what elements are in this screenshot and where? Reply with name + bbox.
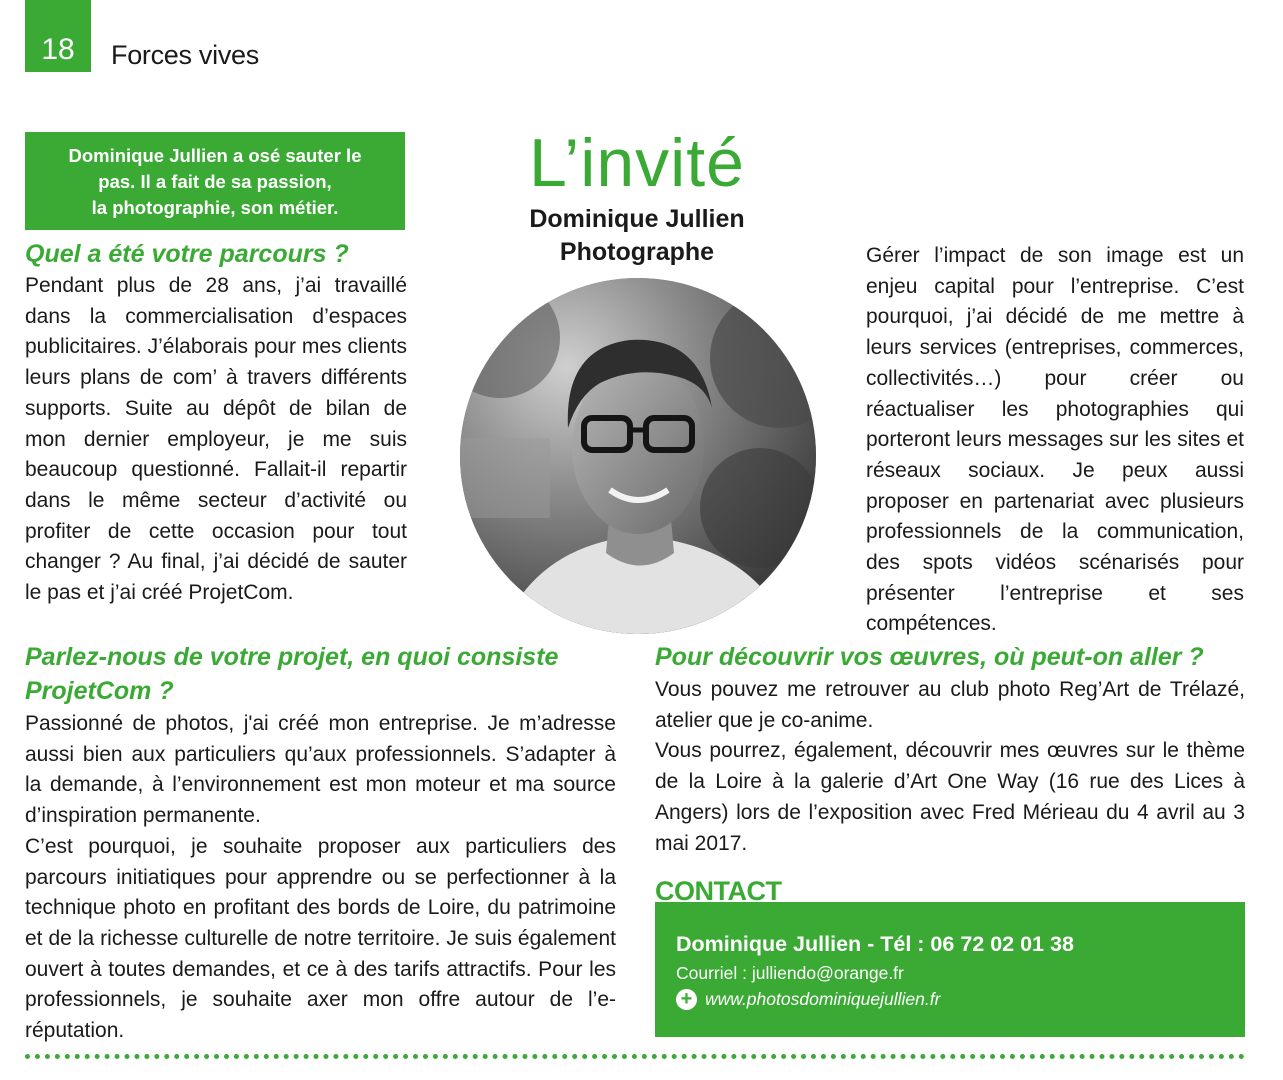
guest-heading: L’invité	[529, 125, 745, 201]
contact-website-link[interactable]: www.photosdominiquejullien.fr	[705, 989, 941, 1009]
answer-image-text: Gérer l’impact de son image est un enjeu capital pour l’entreprise. C’est pourquoi, j’ai décidé de me mettre à leurs services (entreprises, commerces, collectivités…) pour créer ou réactualiser les photographies qui porteront leurs messages sur les sites et réseaux sociaux. Je peux aussi proposer en partenariat avec plusieurs professionnels de la communication, des spots vidéos scénarisés pour présenter l’entreprise et ses compétences.	[866, 244, 1244, 636]
intro-line: la photographie, son métier.	[91, 197, 339, 218]
answer-oeuvres-paragraph2: Vous pourrez, également, découvrir mes œuvres sur le thème de la Loire à la galerie d’Art One Way (16 rue des Lices à Angers) lors de l’exposition avec Fred Mérieau du 4 avril au 3 mai 2017.	[655, 739, 1245, 855]
page-number: 18	[25, 0, 91, 72]
section-title: Forces vives	[111, 40, 259, 70]
question-parcours: Quel a été votre parcours ?	[25, 240, 349, 268]
dotted-rule	[25, 1054, 1245, 1059]
answer-projet-paragraph1: Passionné de photos, j'ai créé mon entreprise. Je m’adresse aussi bien aux particuliers qu’aux professionnels. S’adapter à la demande, à l’environnement est mon moteur et ma source d’inspiration permanente.	[25, 712, 616, 828]
contact-email: Courriel : julliendo@orange.fr	[676, 963, 904, 983]
question-projet-line1: Parlez-nous de votre projet, en quoi consiste	[25, 643, 559, 671]
intro-line: pas. Il a fait de sa passion,	[98, 171, 332, 192]
contact-website-row[interactable]	[676, 986, 1245, 1012]
contact-title: CONTACT	[655, 876, 782, 906]
answer-image	[866, 241, 1244, 640]
answer-parcours-text: Pendant plus de 28 ans, j’ai travaillé dans la commercialisation d’espaces publicitaires. J’élaborais pour mes clients leurs plans de com’ à travers différents supports. Suite au dépôt de bilan de mon dernier employeur, je me suis beaucoup questionné. Fallait-il repartir dans le même secteur d’activité ou profiter de cette occasion pour tout changer ? Au final, j’ai décidé de sauter le pas et j’ai créé ProjetCom.	[25, 274, 407, 605]
intro-banner	[25, 132, 405, 230]
answer-parcours	[25, 271, 407, 609]
portrait-photo	[460, 278, 816, 634]
answer-projet	[25, 709, 616, 1047]
answer-oeuvres	[655, 675, 1245, 859]
guest-role: Photographe	[559, 238, 715, 266]
plus-icon: +	[676, 989, 697, 1010]
portrait-illustration	[460, 278, 816, 634]
question-projet-line2: ProjetCom ?	[25, 677, 174, 705]
guest-name: Dominique Jullien	[529, 205, 745, 233]
intro-line: Dominique Jullien a osé sauter le	[68, 145, 362, 166]
contact-name-phone: Dominique Jullien - Tél : 06 72 02 01 38	[676, 932, 1074, 956]
answer-projet-paragraph2: C’est pourquoi, je souhaite proposer aux particuliers des parcours initiatiques pour apprendre ou se perfectionner à la technique photo en profitant des bords de Loire, du patrimoine et de la richesse culturelle de notre territoire. Je suis également ouvert à toutes demandes, et ce à des tarifs attractifs. Pour les professionnels, je souhaite axer mon offre autour de l’e-réputation.	[25, 834, 616, 1043]
question-oeuvres: Pour découvrir vos œuvres, où peut-on aller ?	[655, 643, 1204, 671]
answer-oeuvres-paragraph1: Vous pouvez me retrouver au club photo Reg’Art de Trélazé, atelier que je co-anime.	[655, 678, 1245, 732]
contact-box	[655, 902, 1245, 1037]
